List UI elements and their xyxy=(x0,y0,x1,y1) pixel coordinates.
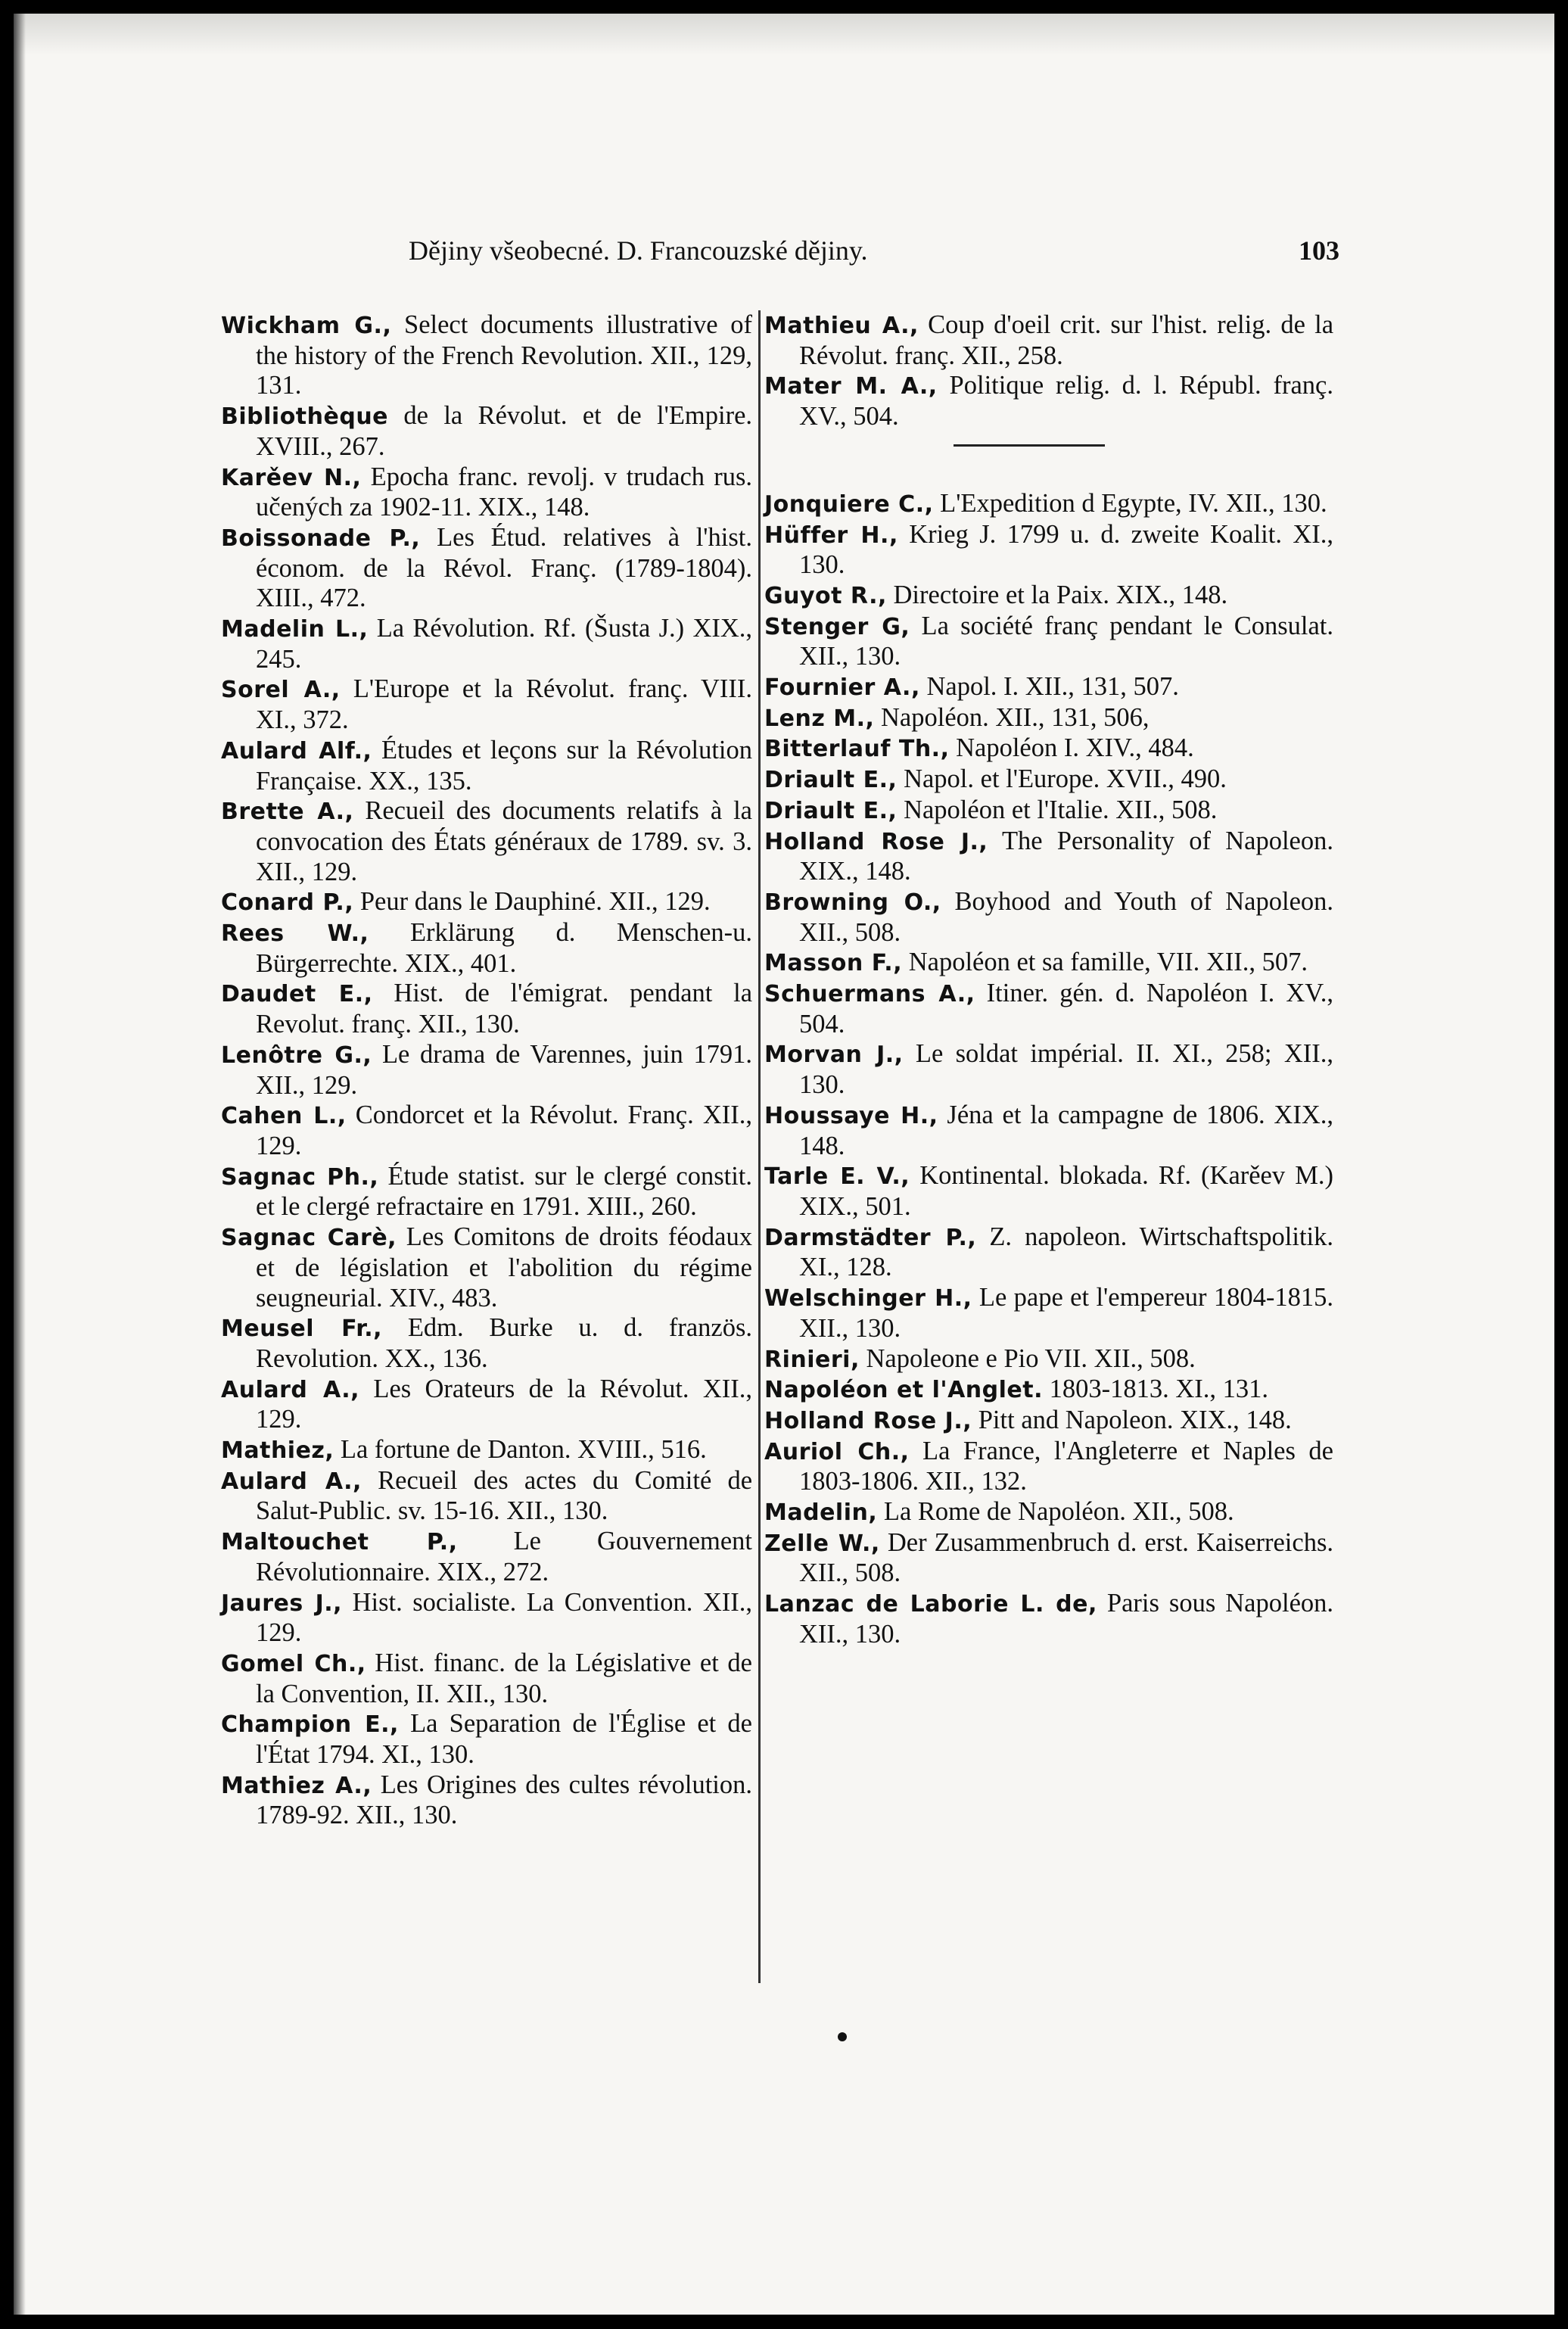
page-dot-mark xyxy=(838,2032,847,2041)
running-header xyxy=(409,235,1339,280)
entry-text: Politique relig. d. l. Républ. franç. XV., 504. xyxy=(799,371,1333,431)
bibliography-entry xyxy=(764,489,1333,520)
entry-text: Hist. financ. de la Législative et de la Convention, II. XII., 130. xyxy=(256,1648,752,1708)
entry-author: Lenôtre G., xyxy=(221,1042,372,1069)
entry-author: Mathieu A., xyxy=(764,313,919,339)
entry-author: Zelle W., xyxy=(764,1530,880,1557)
entry-author: Brette A., xyxy=(221,799,354,826)
entry-author: Sagnac Carè, xyxy=(221,1225,397,1252)
bibliography-entry xyxy=(221,1162,752,1222)
bibliography-entry xyxy=(764,1344,1333,1375)
entry-text: Condorcet et la Révolut. Franç. XII., 129. xyxy=(256,1101,752,1160)
entry-text: Napol. I. XII., 131, 507. xyxy=(926,672,1179,702)
entry-author: Darmstädter P., xyxy=(764,1224,977,1251)
entry-author: Auriol Ch., xyxy=(764,1438,910,1465)
page-left-edge xyxy=(14,14,26,2315)
entry-text: Boyhood and Youth of Napoleon. XII., 508. xyxy=(799,886,1334,947)
entry-text: La société franç pendant le Consulat. XII., 130. xyxy=(799,611,1334,671)
entry-text: Napol. et l'Europe. XVII., 490. xyxy=(904,764,1227,794)
entry-text: Étude statist. sur le clergé constit. et le clergé refractaire en 1791. XIII., 260. xyxy=(256,1161,752,1222)
entry-text: Edm. Burke u. d. französ. Revolution. XX., 136. xyxy=(256,1313,753,1373)
bibliography-entry xyxy=(764,796,1333,827)
entry-text: Le Gouvernement Révolutionnaire. XIX., 272. xyxy=(256,1527,753,1586)
bibliography-entry xyxy=(221,1466,752,1527)
bibliography-entry xyxy=(764,948,1333,979)
entry-text: La fortune de Danton. XVIII., 516. xyxy=(340,1435,707,1465)
bibliography-entry xyxy=(221,1375,752,1435)
entry-author: Wickham G., xyxy=(221,313,392,339)
page-number: 103 xyxy=(1299,235,1339,266)
header-title: Dějiny všeobecné. D. Francouzské dějiny. xyxy=(409,235,868,266)
bibliography-entry xyxy=(764,764,1333,796)
entry-text: La Rome de Napoléon. XII., 508. xyxy=(883,1497,1234,1527)
bibliography-entry xyxy=(764,1161,1333,1222)
entry-author: Madelin, xyxy=(764,1499,878,1527)
entry-text: Les Comitons de droits féodaux et de législation et l'abolition du régime seugneurial. XIV., 483. xyxy=(256,1222,752,1312)
entry-text: Directoire et la Paix. XIX., 148. xyxy=(893,580,1228,609)
bibliography-entry xyxy=(764,1497,1333,1528)
entry-text: Hist. de l'émigrat. pendant la Revolut. franç. XII., 130. xyxy=(256,979,753,1039)
entry-author: Hüffer H., xyxy=(764,522,898,549)
bibliography-entry xyxy=(764,1528,1333,1589)
bibliography-entry xyxy=(764,1101,1333,1161)
bibliography-entry xyxy=(764,1406,1333,1437)
entry-author: Guyot R., xyxy=(764,582,887,609)
entry-text: Paris sous Napoléon. XII., 130. xyxy=(799,1589,1334,1649)
entry-text: Erklärung d. Menschen-u. Bürgerrechte. XIX., 401. xyxy=(256,918,752,978)
bibliography-entry xyxy=(221,1435,752,1466)
entry-author: Boissonade P., xyxy=(221,525,421,552)
bibliography-entry xyxy=(221,1222,752,1313)
entry-author: Meusel Fr., xyxy=(221,1316,383,1343)
entry-author: Madelin L., xyxy=(221,616,369,643)
entry-text: Select documents illustrative of the history of the French Revolution. XII., 129, 131. xyxy=(256,310,753,400)
entry-text: Peur dans le Dauphiné. XII., 129. xyxy=(359,887,711,917)
entry-author: Jaures J., xyxy=(221,1590,343,1617)
bibliography-entry xyxy=(764,1222,1333,1283)
bibliography-entry xyxy=(764,612,1333,672)
entry-author: Sorel A., xyxy=(221,677,341,704)
bibliography-entry xyxy=(221,1588,752,1649)
left-column xyxy=(221,310,752,1831)
entry-author: Morvan J., xyxy=(764,1042,904,1069)
entry-text: 1803-1813. XI., 131. xyxy=(1049,1375,1269,1404)
entry-text: Les Origines des cultes révolution. 1789-92. XII., 130. xyxy=(256,1770,752,1830)
entry-author: Browning O., xyxy=(764,889,941,916)
entry-author: Tarle E. V., xyxy=(764,1163,910,1191)
entry-author: Mathiez A., xyxy=(221,1772,372,1799)
entry-text: Napoléon I. XIV., 484. xyxy=(956,733,1194,763)
bibliography-entry xyxy=(221,1040,752,1101)
entry-author: Gomel Ch., xyxy=(221,1650,366,1677)
column-divider xyxy=(758,310,761,1983)
entry-text: Hist. socialiste. La Convention. XII., 129. xyxy=(256,1587,752,1648)
entry-text: Coup d'oeil crit. sur l'hist. relig. de la Révolut. franç. XII., 258. xyxy=(799,310,1334,370)
entry-author: Aulard A., xyxy=(221,1376,360,1403)
bibliography-entry xyxy=(221,310,752,401)
bibliography-entry xyxy=(764,733,1333,764)
entry-author: Masson F., xyxy=(764,950,903,977)
entry-author: Fournier A., xyxy=(764,674,920,702)
entry-text: Napoléon et sa famille, VII. XII., 507. xyxy=(908,948,1308,977)
entry-text: Der Zusammenbruch d. erst. Kaiserreichs. XII., 508. xyxy=(799,1527,1334,1588)
entry-text: Le pape et l'empereur 1804-1815. XII., 130. xyxy=(799,1283,1334,1343)
entry-text: Kontinental. blokada. Rf. (Karěev M.) XIX., 501. xyxy=(799,1161,1334,1221)
bibliography-entry xyxy=(221,1313,752,1374)
entry-text: Les Étud. relatives à l'hist. économ. de la Révol. Franç. (1789-1804). XIII., 472. xyxy=(256,522,752,613)
bibliography-entry xyxy=(221,674,752,735)
bibliography-entry xyxy=(764,887,1333,948)
bibliography-entry xyxy=(764,310,1333,371)
right-column-bottom-group xyxy=(764,489,1333,1650)
bibliography-entry xyxy=(764,979,1333,1039)
entry-text: Napoléon et l'Italie. XII., 508. xyxy=(904,795,1218,824)
bibliography-entry xyxy=(764,703,1333,734)
entry-text: La France, l'Angleterre et Naples de 1803-1806. XII., 132. xyxy=(799,1436,1333,1496)
entry-author: Maltouchet P., xyxy=(221,1529,458,1556)
entry-author: Holland Rose J., xyxy=(764,828,988,855)
entry-author: Daudet E., xyxy=(221,981,373,1008)
bibliography-entry xyxy=(221,736,752,796)
bibliography-entry xyxy=(764,520,1333,581)
bibliography-entry xyxy=(764,827,1333,887)
entry-author: Rinieri, xyxy=(764,1346,860,1373)
entry-text: Krieg J. 1799 u. d. zweite Koalit. XI., 130. xyxy=(799,519,1334,580)
bibliography-entry xyxy=(221,1101,752,1161)
entry-author: Stenger G, xyxy=(764,613,910,640)
bibliography-entry xyxy=(764,1283,1333,1344)
entry-text: Napoleone e Pio VII. XII., 508. xyxy=(866,1344,1196,1373)
entry-text: Jéna et la campagne de 1806. XIX., 148. xyxy=(799,1100,1334,1160)
entry-author: Houssaye H., xyxy=(764,1102,938,1129)
entry-text: Z. napoleon. Wirtschaftspolitik. XI., 128. xyxy=(799,1222,1333,1282)
entry-text: L'Expedition d Egypte, IV. XII., 130. xyxy=(940,488,1327,518)
bibliography-entry xyxy=(764,1375,1333,1406)
entry-author: Mater M. A., xyxy=(764,373,938,400)
entry-author: Schuermans A., xyxy=(764,981,975,1008)
entry-text: L'Europe et la Révolut. franç. VIII. XI., 372. xyxy=(256,674,753,735)
bibliography-entry xyxy=(764,371,1333,431)
right-column xyxy=(764,310,1333,1650)
entry-text: Pitt and Napoleon. XIX., 148. xyxy=(978,1405,1292,1434)
entry-author: Karěev N., xyxy=(221,464,362,491)
entry-text: Napoléon. XII., 131, 506, xyxy=(881,702,1150,732)
bibliography-entry xyxy=(764,581,1333,612)
bibliography-entry xyxy=(221,1527,752,1587)
entry-author: Lanzac de Laborie L. de, xyxy=(764,1591,1097,1618)
bibliography-entry xyxy=(221,796,752,887)
entry-text: Epocha franc. revolj. v trudach rus. učených za 1902-11. XIX., 148. xyxy=(256,462,753,522)
entry-author: Lenz M., xyxy=(764,705,875,732)
bibliography-entry xyxy=(764,1589,1333,1649)
entry-text: The Personality of Napoleon. XIX., 148. xyxy=(799,826,1333,886)
entry-author: Conard P., xyxy=(221,889,354,917)
entry-author: Champion E., xyxy=(221,1711,399,1739)
bibliography-entry xyxy=(764,1437,1333,1497)
page-top-shadow xyxy=(14,14,1554,55)
entry-author: Driault E., xyxy=(764,797,898,824)
entry-author: Sagnac Ph., xyxy=(221,1163,379,1191)
entry-author: Aulard A., xyxy=(221,1468,362,1495)
bibliography-entry xyxy=(221,1709,752,1770)
entry-author: Mathiez, xyxy=(221,1437,334,1465)
bibliography-entry xyxy=(221,462,752,523)
bibliography-entry xyxy=(221,918,752,979)
entry-author: Bitterlauf Th., xyxy=(764,736,950,763)
entry-text: Le drama de Varennes, juin 1791. XII., 129. xyxy=(256,1039,753,1100)
bibliography-entry xyxy=(764,672,1333,703)
entry-text: La Separation de l'Église et de l'État 1794. XI., 130. xyxy=(256,1709,752,1770)
bibliography-entry xyxy=(221,614,752,674)
bibliography-entry xyxy=(221,401,752,462)
entry-text: Itiner. gén. d. Napoléon I. XV., 504. xyxy=(799,979,1333,1038)
bibliography-entry xyxy=(221,887,752,918)
entry-author: Napoléon et l'Anglet. xyxy=(764,1377,1043,1404)
entry-author: Aulard Alf., xyxy=(221,737,372,764)
section-separator xyxy=(954,444,1105,447)
entry-text: Études et leçons sur la Révolution Française. XX., 135. xyxy=(256,735,752,796)
entry-author: Welschinger H., xyxy=(764,1285,972,1312)
bibliography-entry xyxy=(764,1039,1333,1100)
entry-text: Les Orateurs de la Révolut. XII., 129. xyxy=(256,1374,752,1434)
entry-text: Recueil des actes du Comité de Salut-Public. sv. 15-16. XII., 130. xyxy=(256,1465,753,1526)
bibliography-entry xyxy=(221,1770,752,1831)
entry-author: Jonquiere C., xyxy=(764,490,934,518)
entry-text: Recueil des documents relatifs à la convocation des États généraux de 1789. sv. 3. XII., 129. xyxy=(256,796,752,886)
right-column-top-group xyxy=(764,310,1333,432)
entry-author: Rees W., xyxy=(221,920,369,948)
entry-text: Le soldat impérial. II. XI., 258; XII., 130. xyxy=(799,1039,1333,1100)
entry-text: La Révolution. Rf. (Šusta J.) XIX., 245. xyxy=(256,614,753,674)
entry-author: Driault E., xyxy=(764,767,898,794)
entry-text: de la Révolut. et de l'Empire. XVIII., 267. xyxy=(256,401,753,461)
bibliography-entry xyxy=(221,979,752,1039)
bibliography-entry xyxy=(221,1649,752,1709)
entry-author: Holland Rose J., xyxy=(764,1407,972,1434)
bibliography-entry xyxy=(221,523,752,614)
entry-author: Cahen L., xyxy=(221,1103,347,1130)
entry-author: Bibliothèque xyxy=(221,403,389,431)
